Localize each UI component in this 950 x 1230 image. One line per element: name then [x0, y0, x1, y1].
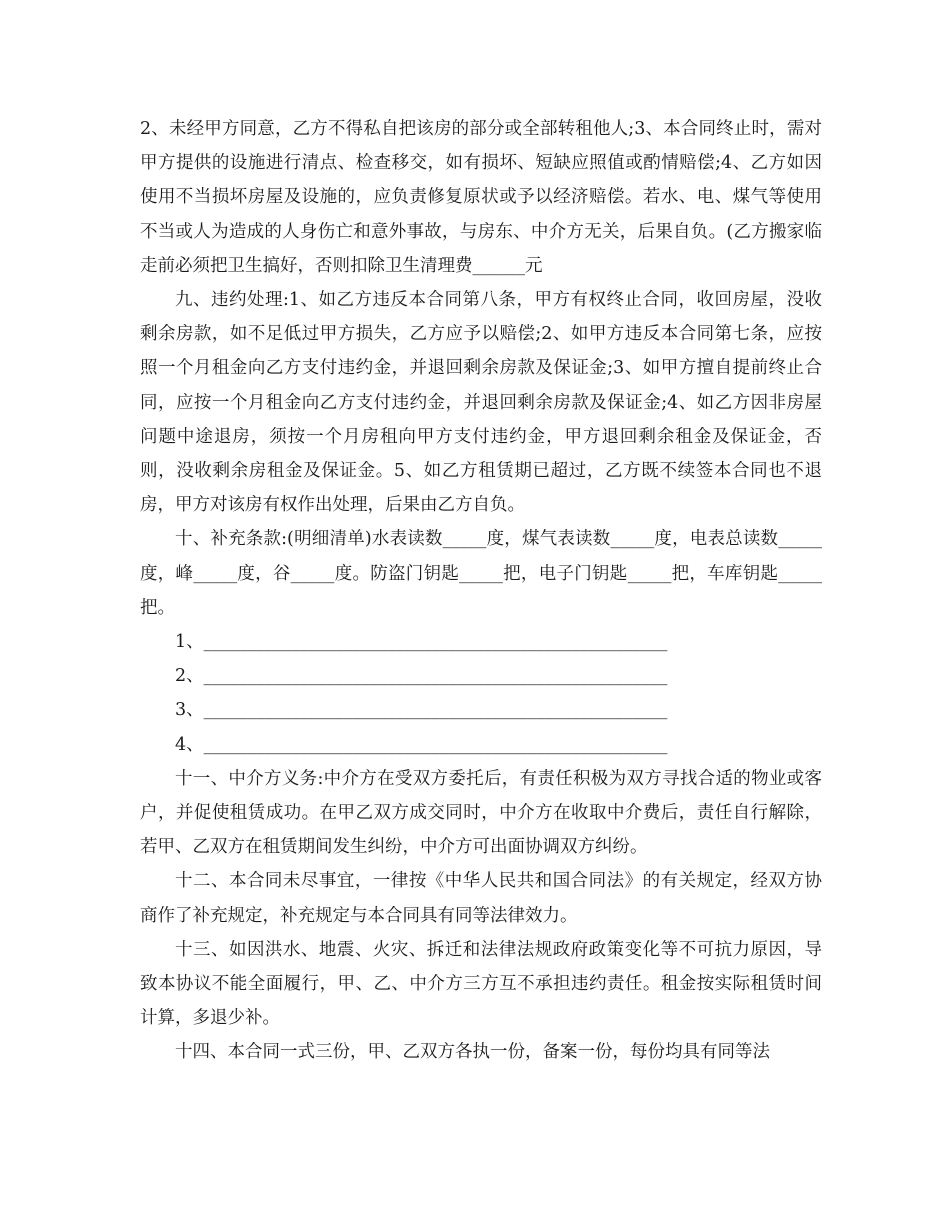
clause-13-force-majeure: 十三、如因洪水、地震、火灾、拆迁和法律法规政府政策变化等不可抗力原因，导致本协议不能全面履行，甲、乙、中介方三方互不承担违约责任。租金按实际租赁时间计算，多退少补。	[140, 939, 822, 1029]
supplementary-line-3: 3、_____________________________________________________	[175, 700, 668, 721]
document-page	[140, 112, 822, 1070]
supplementary-line-2: 2、_____________________________________________________	[175, 666, 668, 687]
supplementary-line-4: 4、_____________________________________________________	[175, 734, 668, 755]
clause-11-agent-duties: 十一、中介方义务:中介方在受双方委托后，有责任积极为双方寻找合适的物业或客户，并促使租赁成功。在甲乙双方成交同时，中介方在收取中介费后，责任自行解除，若甲、乙双方在租赁期间发生纠纷，中介方可出面协调双方纠纷。	[140, 768, 822, 858]
clause-9-breach: 九、违约处理:1、如乙方违反本合同第八条，甲方有权终止合同，收回房屋，没收剩余房款，如不足低过甲方损失，乙方应予以赔偿;2、如甲方违反本合同第七条，应按照一个月租金向乙方支付违约金，并退回剩余房款及保证金;3、如甲方擅自提前终止合同，应按一个月租金向乙方支付违约金，并退回剩余房款及保证金;4、如乙方因非房屋问题中途退房，须按一个月房租向甲方支付违约金，甲方退回剩余租金及保证金，否则，没收剩余房租金及保证金。5、如乙方租赁期已超过，乙方既不续签本合同也不退房，甲方对该房有权作出处理，后果由乙方自负。	[140, 290, 822, 516]
clause-14-copies: 十四、本合同一式三份，甲、乙双方各执一份，备案一份，每份均具有同等法	[175, 1042, 770, 1063]
clause-paragraph: 2、未经甲方同意，乙方不得私自把该房的部分或全部转租他人;3、本合同终止时，需对甲方提供的设施进行清点、检查移交，如有损坏、短缺应照值或酌情赔偿;4、乙方如因使用不当损坏房屋及设施的，应负责修复原状或予以经济赔偿。若水、电、煤气等使用不当或人为造成的人身伤亡和意外事故，与房东、中介方无关，后果自负。(乙方搬家临走前必须把卫生搞好，否则扣除卫生清理费______元	[140, 119, 822, 276]
supplementary-line-1: 1、_____________________________________________________	[175, 632, 668, 653]
clause-12-unresolved-matters: 十二、本合同未尽事宜，一律按《中华人民共和国合同法》的有关规定，经双方协商作了补充规定，补充规定与本合同具有同等法律效力。	[140, 871, 822, 926]
clause-10-supplementary: 十、补充条款:(明细清单)水表读数_____度，煤气表读数_____度，电表总读数_____度，峰_____度，谷_____度。防盗门钥匙_____把，电子门钥匙_____把，车库钥匙_____把。	[140, 529, 822, 618]
